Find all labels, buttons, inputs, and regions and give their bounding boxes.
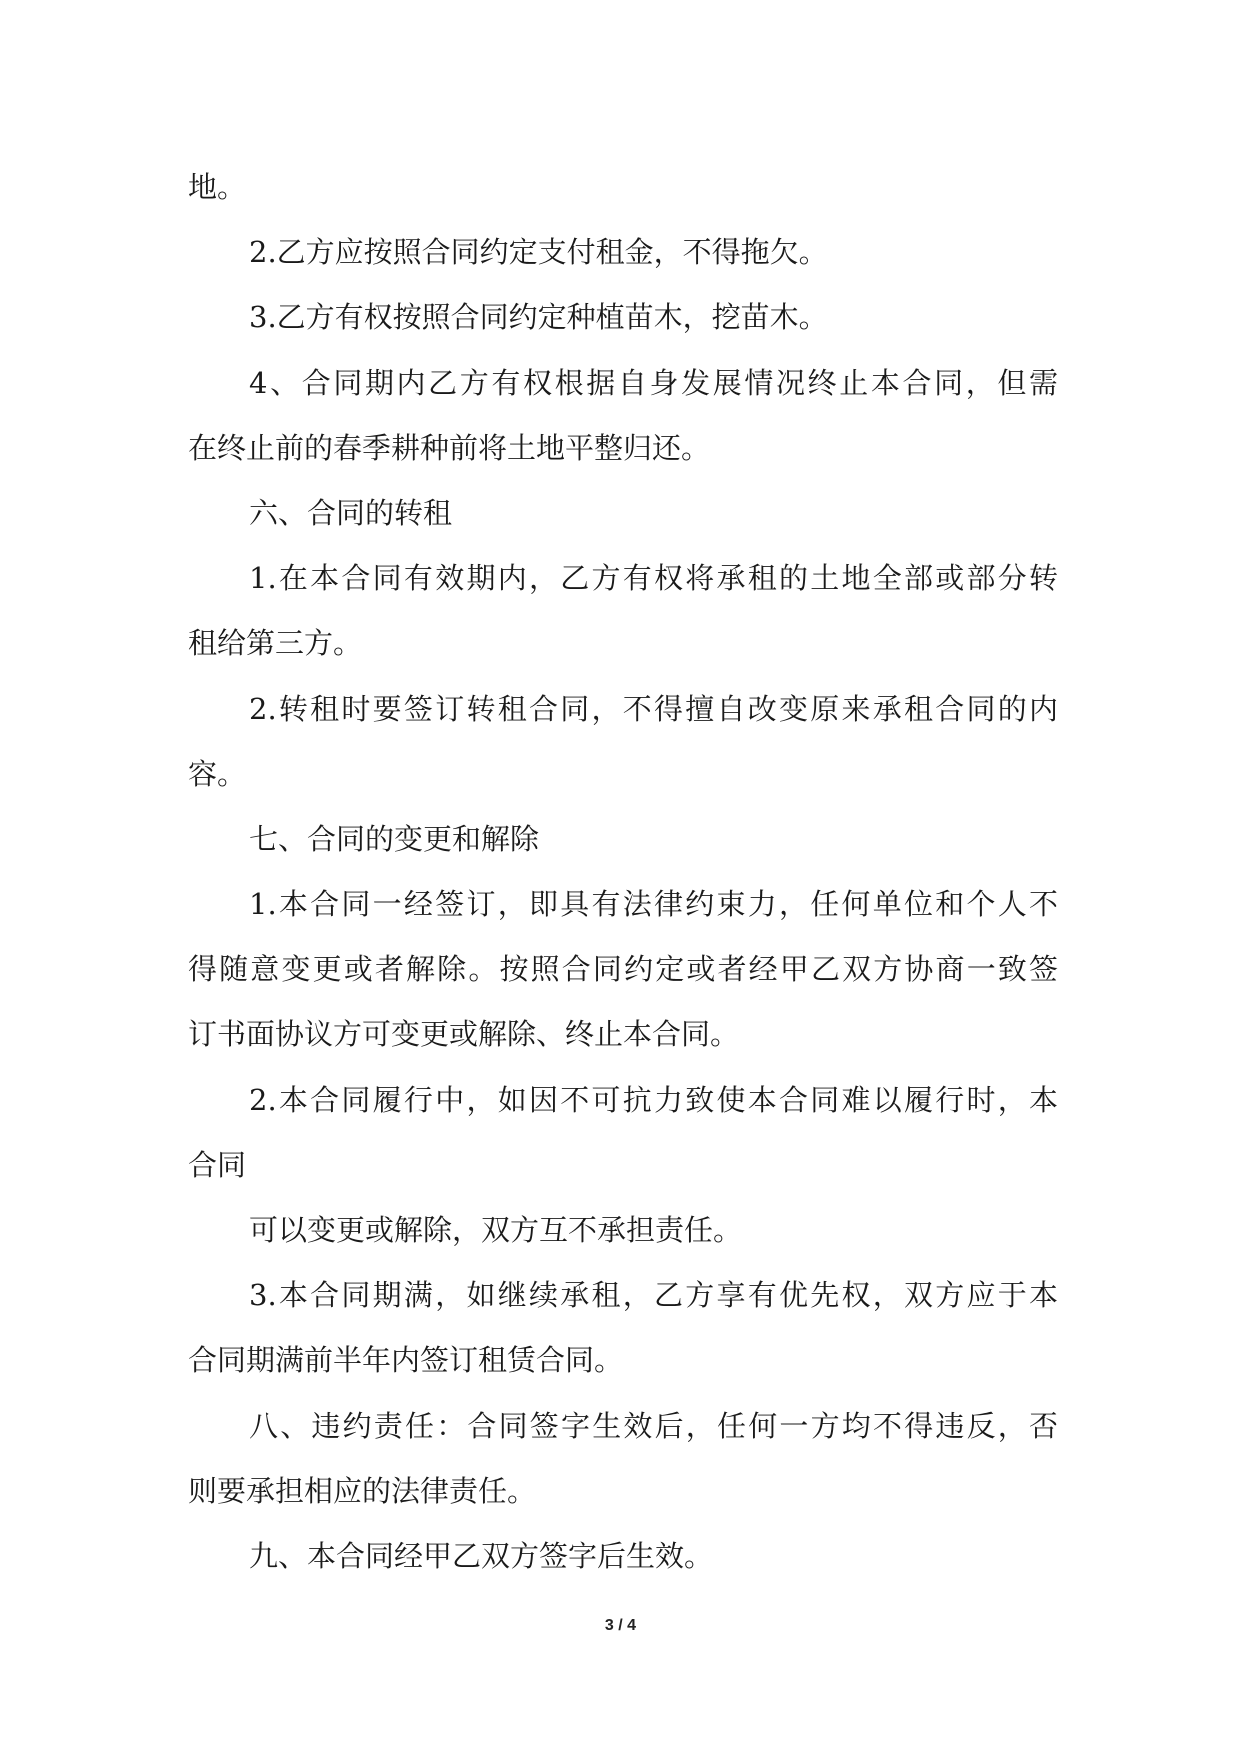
section-heading: 七、合同的变更和解除 [249, 821, 540, 856]
text-line: 1.本合同一经签订，即具有法律约束力，任何单位和个人不 [249, 887, 1058, 922]
text-line: 2.本合同履行中，如因不可抗力致使本合同难以履行时，本 [249, 1082, 1058, 1117]
section-heading: 六、合同的转租 [249, 495, 453, 530]
text-line: 得随意变更或者解除。按照合同约定或者经甲乙双方协商一致签 [188, 952, 1058, 987]
text-line: 在终止前的春季耕种前将土地平整归还。 [188, 430, 711, 465]
text-line: 则要承担相应的法律责任。 [188, 1473, 537, 1508]
text-line: 合同 [188, 1147, 247, 1182]
text-line: 可以变更或解除，双方互不承担责任。 [249, 1213, 743, 1247]
page-number: 3 / 4 [604, 1617, 637, 1634]
text-line: 订书面协议方可变更或解除、终止本合同。 [188, 1017, 740, 1052]
section-heading: 九、本合同经甲乙双方签字后生效。 [249, 1538, 714, 1573]
text-line: 4、合同期内乙方有权根据自身发展情况终止本合同，但需 [249, 365, 1058, 400]
text-line: 容。 [188, 756, 247, 791]
text-line: 租给第三方。 [188, 626, 363, 661]
text-line: 2.乙方应按照合同约定支付租金，不得拖欠。 [249, 235, 828, 270]
text-line: 地。 [188, 170, 247, 204]
document-body [188, 155, 1058, 1589]
text-line: 合同期满前半年内签订租赁合同。 [188, 1343, 624, 1378]
section-heading: 八、违约责任：合同签字生效后，任何一方均不得违反，否 [249, 1408, 1058, 1443]
text-line: 3.乙方有权按照合同约定种植苗木，挖苗木。 [249, 300, 828, 335]
text-line: 3.本合同期满，如继续承租，乙方享有优先权，双方应于本 [249, 1278, 1058, 1313]
text-line: 1.在本合同有效期内，乙方有权将承租的土地全部或部分转 [249, 561, 1058, 596]
text-line: 2.转租时要签订转租合同，不得擅自改变原来承租合同的内 [249, 691, 1058, 726]
